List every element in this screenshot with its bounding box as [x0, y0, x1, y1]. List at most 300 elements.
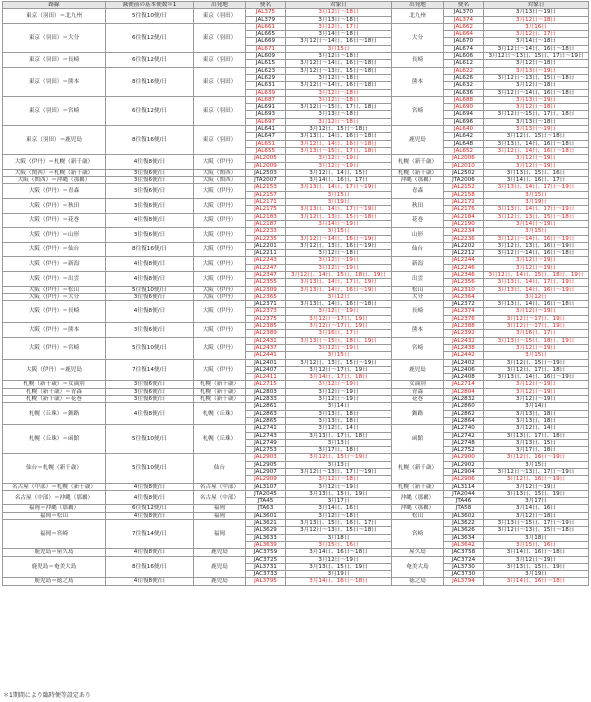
target-dates-cell: 3月15日、16日 [286, 541, 392, 548]
target-dates-cell: 3月12日～17日、19日 [286, 323, 392, 330]
target-dates-cell: 3月12日～19日 [484, 396, 589, 403]
origin-cell: 奄美大島 [392, 556, 444, 578]
flight-number-cell: JAL622 [444, 67, 484, 74]
origin-cell: 宮崎 [392, 520, 444, 549]
flight-number-cell: JAL2715 [246, 381, 286, 388]
target-dates-cell: 3月12日～19日 [484, 483, 589, 490]
origin-cell: 大阪（伊丹） [194, 359, 246, 381]
target-dates-cell: 3月12日～19日 [286, 257, 392, 264]
flight-number-cell: JAL3629 [246, 527, 286, 534]
origin-cell: 大阪（伊丹） [194, 286, 246, 293]
flight-number-cell: JAL370 [444, 9, 484, 16]
origin-cell: 熊本 [392, 67, 444, 96]
route-cell: 東京（羽田）＝大分 [3, 23, 106, 52]
flight-number-cell: JAL2010 [444, 162, 484, 169]
target-dates-cell: 3月12日～19日 [484, 257, 589, 264]
base-flights-cell: 4往復8便/日 [106, 271, 194, 286]
target-dates-cell: 3月14日～18日 [286, 31, 392, 38]
origin-cell: 宮崎 [392, 96, 444, 125]
base-flights-cell: 5往復10便/日 [106, 286, 194, 293]
flight-number-cell: JAL2211 [246, 250, 286, 257]
target-dates-cell: 3月12日～19日 [286, 155, 392, 162]
target-dates-cell: 3月14日、16日 [286, 505, 392, 512]
origin-cell: 札幌（新千歳） [194, 381, 246, 388]
base-flights-cell: 7往復14便/日 [106, 359, 194, 381]
route-cell: 鹿児島＝徳之島 [3, 578, 106, 585]
flight-number-cell: JAL2432 [444, 337, 484, 344]
target-dates-cell: 3月12日、15日～18日 [286, 126, 392, 133]
target-dates-cell: 3月18日 [484, 534, 589, 541]
base-flights-cell: 8往復16便/日 [106, 126, 194, 155]
flight-number-cell: JAL636 [444, 89, 484, 96]
target-dates-cell: 3月12日～14日、16日～18日 [286, 82, 392, 89]
target-dates-cell: 3月12日～14日、16日～19日 [286, 235, 392, 242]
origin-cell: 大阪（伊丹） [194, 271, 246, 286]
target-dates-cell: 3月12日～18日 [286, 89, 392, 96]
table-row [3, 556, 589, 563]
flight-number-cell: JAL2740 [444, 425, 484, 432]
flight-number-cell: JAL374 [444, 16, 484, 23]
flight-number-cell: JAL664 [444, 31, 484, 38]
target-dates-cell: 3月14日 [484, 403, 589, 410]
origin-cell: 大阪（伊丹） [194, 184, 246, 199]
base-flights-cell: 4往復8便/日 [106, 578, 194, 585]
table-row [3, 388, 589, 395]
flight-number-cell: JAL615 [246, 60, 286, 67]
origin-cell: 東京（羽田） [194, 126, 246, 155]
flight-number-cell: JAL2749 [246, 439, 286, 446]
target-dates-cell: 3月12日 [286, 293, 392, 300]
target-dates-cell: 3月12日、14日、15日、18日、19日 [286, 271, 392, 278]
table-row [3, 199, 589, 206]
origin-cell: 長崎 [392, 53, 444, 68]
flight-number-cell: JAL3622 [444, 520, 484, 527]
target-dates-cell: 3月12日～19日 [286, 396, 392, 403]
flight-number-cell: JAL2502 [444, 169, 484, 176]
flight-number-cell: JAC3733 [246, 571, 286, 578]
route-cell: 東京（羽田）＝熊本 [3, 67, 106, 96]
target-dates-cell: 3月13日、15日、16日、17日 [286, 520, 392, 527]
target-dates-cell: 3月12日、17日 [484, 31, 589, 38]
origin-cell: 東京（羽田） [194, 53, 246, 68]
route-cell: 名古屋（中部）＝札幌（新千歳） [3, 483, 106, 490]
target-dates-cell: 3月12日～18日 [484, 512, 589, 519]
base-flights-cell: 4往復8便/日 [106, 403, 194, 425]
flight-number-cell: JAL2364 [444, 293, 484, 300]
base-flights-cell: 6往復12便/日 [106, 96, 194, 125]
target-dates-cell: 3月13日～15日、18日、19日 [484, 337, 589, 344]
flight-number-cell: JAL2372 [444, 301, 484, 308]
origin-cell: 青森 [392, 184, 444, 199]
target-dates-cell: 3月12日～13日、15日～18日 [286, 527, 392, 534]
target-dates-cell: 3月12日～18日 [286, 96, 392, 103]
flight-number-cell: JAL3730 [444, 563, 484, 570]
target-dates-cell: 3月12日～14日、16日～18日 [484, 45, 589, 52]
header-origin-2: 出発地 [392, 2, 444, 9]
origin-cell: 仙台 [392, 242, 444, 257]
flight-number-cell: JAL2905 [246, 461, 286, 468]
flight-number-cell: JAL691 [246, 104, 286, 111]
flight-number-cell: JAL2375 [246, 315, 286, 322]
target-dates-cell: 3月12日～14日、16日～18日 [286, 60, 392, 67]
target-dates-cell: 3月15日 [484, 352, 589, 359]
base-flights-cell: 3往復6便/日 [106, 228, 194, 243]
origin-cell: 大阪（伊丹） [194, 228, 246, 243]
flight-number-cell: JAL3639 [246, 541, 286, 548]
origin-cell: 名古屋（中部） [194, 483, 246, 490]
flight-number-cell: JAL2153 [246, 184, 286, 191]
flight-number-cell: JAL3633 [246, 534, 286, 541]
origin-cell: 函館 [392, 425, 444, 454]
flight-number-cell: JAL2803 [246, 388, 286, 395]
flight-number-cell: JAL2212 [444, 250, 484, 257]
flight-number-cell: JAL2392 [444, 330, 484, 337]
header-route: 路線 [3, 2, 106, 9]
target-dates-cell: 3月12日 [484, 293, 589, 300]
route-cell: 大阪（伊丹）＝仙台 [3, 242, 106, 257]
target-dates-cell: 3月13日、14日、16日～18日 [286, 301, 392, 308]
origin-cell: 東京（羽田） [194, 23, 246, 52]
base-flights-cell: 4往復8便/日 [106, 490, 194, 505]
flight-number-cell: JAL2355 [246, 279, 286, 286]
target-dates-cell: 3月12日～18日 [484, 60, 589, 67]
target-dates-cell: 3月14日、16日～18日 [484, 549, 589, 556]
table-row [3, 403, 589, 410]
target-dates-cell: 3月12日、13日、15日～18日 [484, 213, 589, 220]
origin-cell: 鹿児島 [194, 549, 246, 556]
target-dates-cell: 3月12日、17日 [286, 23, 392, 30]
flight-number-cell: JAL2902 [444, 461, 484, 468]
base-flights-cell: 3往復6便/日 [106, 381, 194, 388]
header-dates-2: 対象日 [484, 2, 589, 9]
flight-number-cell: JAL2201 [246, 242, 286, 249]
origin-cell: 大阪（伊丹） [194, 199, 246, 214]
target-dates-cell: 3月17日 [286, 498, 392, 505]
table-row [3, 177, 589, 184]
target-dates-cell: 3月12日～13日、17日～19日 [286, 469, 392, 476]
flight-number-cell: JAL647 [246, 133, 286, 140]
target-dates-cell: 3月12日～18日 [484, 104, 589, 111]
flight-number-cell: JAL3601 [246, 512, 286, 519]
flight-number-cell: JAL629 [246, 74, 286, 81]
flight-number-cell: JAL2157 [246, 191, 286, 198]
target-dates-cell: 3月12日～19日 [484, 264, 589, 271]
target-dates-cell: 3月14日、16日 [484, 505, 589, 512]
target-dates-cell: 3月17日、18日 [286, 447, 392, 454]
target-dates-cell: 3月12日～14日、16日～18日 [286, 38, 392, 45]
flight-number-cell: JAL2832 [444, 396, 484, 403]
route-cell: 大阪（伊丹）＝札幌（新千歳） [3, 155, 106, 170]
flight-number-cell: JAL661 [246, 23, 286, 30]
route-cell: 大阪（伊丹）＝花巻 [3, 213, 106, 228]
flight-number-cell: JAL3794 [444, 578, 484, 585]
flight-number-cell: JAL690 [444, 104, 484, 111]
flight-number-cell: JAL2860 [444, 403, 484, 410]
flight-number-cell: JAL2190 [444, 220, 484, 227]
target-dates-cell: 3月12日、15日～18日 [484, 133, 589, 140]
target-dates-cell: 3月16日、17日 [286, 330, 392, 337]
flight-number-cell: JAL3731 [246, 563, 286, 570]
origin-cell: 大阪（伊丹） [194, 323, 246, 338]
flight-number-cell: JAL623 [246, 67, 286, 74]
flight-number-cell: JAL2376 [444, 315, 484, 322]
route-cell: 大阪（関西）＝沖縄（那覇） [3, 177, 106, 184]
target-dates-cell: 3月12日～19日 [286, 483, 392, 490]
flight-number-cell: JTA45 [246, 498, 286, 505]
flight-number-cell: JAL2865 [246, 417, 286, 424]
flight-number-cell: JAL632 [444, 82, 484, 89]
base-flights-cell: 4往復8便/日 [106, 549, 194, 556]
target-dates-cell: 3月17日、18日 [484, 447, 589, 454]
table-row [3, 359, 589, 366]
target-dates-cell: 3月13日、15日、19日 [286, 490, 392, 497]
flight-number-cell: JAL2347 [246, 271, 286, 278]
target-dates-cell: 3月13日、14日、17日、19日 [484, 279, 589, 286]
flight-number-cell: JAL2411 [246, 374, 286, 381]
flight-number-cell: JAL2437 [246, 344, 286, 351]
table-row [3, 337, 589, 344]
origin-cell: 沖縄（那覇） [392, 177, 444, 184]
target-dates-cell: 3月13日 [286, 461, 392, 468]
target-dates-cell: 3月15日 [286, 191, 392, 198]
flight-number-cell: JAL2234 [444, 228, 484, 235]
flight-number-cell: JAL2862 [444, 410, 484, 417]
flight-number-cell: JAL2752 [444, 447, 484, 454]
flight-number-cell: JAL3114 [444, 483, 484, 490]
target-dates-cell: 3月12日、14日 [484, 425, 589, 432]
flight-number-cell: JAC3758 [444, 549, 484, 556]
target-dates-cell: 3月13日～18日 [286, 111, 392, 118]
route-cell: 福岡＝沖縄（那覇） [3, 505, 106, 512]
footnote: ＊1期間により臨時便等設定あり [3, 692, 91, 699]
flight-number-cell: JAL2356 [444, 279, 484, 286]
flight-number-cell: JAL2863 [246, 410, 286, 417]
target-dates-cell: 3月13日～18日 [286, 16, 392, 23]
table-row [3, 381, 589, 388]
header-base-flights: 減便前の基本便数＊1 [106, 2, 194, 9]
route-cell: 鹿児島＝屋久島 [3, 549, 106, 556]
route-cell: 仙台＝札幌（新千歳） [3, 454, 106, 483]
origin-cell: 東京（羽田） [194, 67, 246, 96]
flight-number-cell: JAL2742 [444, 432, 484, 439]
flight-number-cell: JAC3759 [246, 549, 286, 556]
table-row [3, 512, 589, 519]
target-dates-cell: 3月12日～19日 [286, 388, 392, 395]
flight-number-cell: JAL670 [444, 38, 484, 45]
target-dates-cell: 3月12日、14日、16日～18日 [484, 147, 589, 154]
target-dates-cell: 3月13日、18日 [484, 410, 589, 417]
flight-number-cell: JAL642 [444, 133, 484, 140]
header-row [3, 2, 589, 9]
route-cell: 大阪（伊丹）＝長崎 [3, 301, 106, 323]
origin-cell: 大阪（伊丹） [194, 213, 246, 228]
target-dates-cell: 3月12日～18日 [484, 16, 589, 23]
target-dates-cell: 3月13日、17日、18日 [286, 432, 392, 439]
origin-cell: 札幌（新千歳） [392, 169, 444, 176]
origin-cell: 名古屋（中部） [194, 490, 246, 505]
table-row [3, 126, 589, 133]
target-dates-cell: 3月12日～13日、15日～18日 [484, 527, 589, 534]
target-dates-cell: 3月13日～19日 [484, 9, 589, 16]
route-cell: 札幌（新千歳）＝花巻 [3, 396, 106, 403]
base-flights-cell: 5往復10便/日 [106, 9, 194, 24]
target-dates-cell: 3月13日、14日、17日～19日 [484, 184, 589, 191]
base-flights-cell: 3往復6便/日 [106, 396, 194, 403]
origin-cell: 松山 [392, 286, 444, 293]
flight-number-cell: JAL2183 [246, 213, 286, 220]
origin-cell: 釧路 [392, 403, 444, 425]
origin-cell: 大阪（伊丹） [194, 155, 246, 170]
target-dates-cell: 3月12日、15日～19日 [484, 359, 589, 366]
target-dates-cell: 3月12日、16日～19日 [484, 476, 589, 483]
target-dates-cell: 3月12日～15日、17日、18日 [484, 111, 589, 118]
origin-cell: 大阪（伊丹） [194, 257, 246, 272]
route-cell: 福岡＝宮崎 [3, 520, 106, 549]
flight-number-cell: JAL2184 [444, 213, 484, 220]
flight-number-cell: JAL3602 [444, 512, 484, 519]
origin-cell: 仙台 [194, 454, 246, 483]
target-dates-cell: 3月15日 [286, 352, 392, 359]
route-cell: 大阪（関西）＝札幌（新千歳） [3, 169, 106, 176]
route-cell: 大阪（伊丹）＝大分 [3, 293, 106, 300]
origin-cell: 札幌（新千歳） [194, 388, 246, 395]
flight-number-cell: JTA63 [246, 505, 286, 512]
target-dates-cell: 3月13日、14日、16日～18日 [286, 133, 392, 140]
target-dates-cell: 3月12日～18日 [286, 512, 392, 519]
target-dates-cell: 3月14日、16日～18日 [484, 578, 589, 585]
origin-cell: 福岡 [194, 505, 246, 512]
route-cell: 東京（羽田）＝鹿児島 [3, 126, 106, 155]
base-flights-cell: 3往復6便/日 [106, 199, 194, 214]
flight-number-cell: JAL375 [246, 9, 286, 16]
table-row [3, 257, 589, 264]
target-dates-cell: 3月12日～19日 [286, 556, 392, 563]
route-cell: 大阪（伊丹）＝松山 [3, 286, 106, 293]
target-dates-cell: 3月12日～14日、16日～18日 [484, 89, 589, 96]
flight-number-cell: JAL379 [246, 16, 286, 23]
target-dates-cell: 3月13日、17日、18日 [484, 432, 589, 439]
target-dates-cell: 3月13日～15日、17日～19日 [484, 520, 589, 527]
target-dates-cell: 3月13日、15日、19日 [484, 490, 589, 497]
target-dates-cell: 3月15日 [484, 191, 589, 198]
flight-number-cell: JAL2401 [246, 359, 286, 366]
target-dates-cell: 3月13日～15日、17日、18日 [286, 147, 392, 154]
target-dates-cell: 3月15日 [286, 228, 392, 235]
flight-number-cell: JAC3724 [444, 556, 484, 563]
flight-number-cell: JAL2243 [246, 257, 286, 264]
target-dates-cell: 3月13日、14日、16日～19日 [286, 286, 392, 293]
target-dates-cell: 3月13日、15日、19日 [484, 563, 589, 570]
target-dates-cell: 3月13日、14日、16日～19日 [484, 374, 589, 381]
flight-number-cell: JTA2006 [444, 177, 484, 184]
target-dates-cell: 3月15日 [286, 45, 392, 52]
flight-number-cell: JAL2346 [444, 271, 484, 278]
table-row [3, 213, 589, 220]
flight-number-cell: JAL2441 [246, 352, 286, 359]
flight-number-cell: JAL2406 [444, 366, 484, 373]
route-cell: 大阪（伊丹）＝秋田 [3, 199, 106, 214]
base-flights-cell: 3往復6便/日 [106, 323, 194, 338]
flight-number-cell: JAL2310 [444, 286, 484, 293]
flight-number-cell: JAL2309 [246, 286, 286, 293]
flight-number-cell: JAL2371 [246, 301, 286, 308]
table-row [3, 155, 589, 162]
base-flights-cell: 7往復14便/日 [106, 520, 194, 549]
flight-number-cell: JAL688 [444, 96, 484, 103]
flight-number-cell: JAL2389 [246, 330, 286, 337]
target-dates-cell: 3月13日～18日 [484, 118, 589, 125]
target-dates-cell: 3月12日～19日 [484, 381, 589, 388]
flight-number-cell: JAL2388 [444, 323, 484, 330]
flight-number-cell: JAL697 [246, 118, 286, 125]
flight-number-cell: JAL651 [246, 140, 286, 147]
target-dates-cell: 3月14日、16日～18日 [286, 578, 392, 585]
target-dates-cell: 3月12日～19日 [286, 264, 392, 271]
flight-number-cell: JAL2904 [444, 469, 484, 476]
target-dates-cell: 3月12日～18日 [484, 82, 589, 89]
origin-cell: 秋田 [392, 199, 444, 214]
base-flights-cell: 4往復8便/日 [106, 512, 194, 519]
target-dates-cell: 3月14日、16日、17日 [286, 177, 392, 184]
flight-number-cell: JAL2833 [246, 396, 286, 403]
target-dates-cell: 3月12日～14日、16日～19日 [484, 235, 589, 242]
flight-number-cell: JAL3634 [444, 534, 484, 541]
route-cell: 大阪（伊丹）＝鹿児島 [3, 359, 106, 381]
table-row [3, 53, 589, 60]
flight-number-cell: JAL2246 [444, 264, 484, 271]
target-dates-cell: 3月13日、14日、16日～19日 [484, 286, 589, 293]
target-dates-cell: 3月12日～18日 [286, 118, 392, 125]
flight-number-cell: JAL693 [246, 111, 286, 118]
target-dates-cell: 3月13日、15日、16日 [484, 169, 589, 176]
route-cell: 大阪（伊丹）＝青森 [3, 184, 106, 199]
origin-cell: 福岡 [194, 520, 246, 549]
flight-number-cell: JAL669 [246, 38, 286, 45]
target-dates-cell: 3月12日～13日、15日～18日 [484, 74, 589, 81]
target-dates-cell: 3月13日、14日、17日～19日 [286, 184, 392, 191]
target-dates-cell: 3月14日、17日、18日 [286, 374, 392, 381]
origin-cell: 宮崎 [392, 337, 444, 359]
flight-number-cell: JAL2152 [444, 184, 484, 191]
origin-cell: 福岡 [194, 512, 246, 519]
target-dates-cell: 3月12日～19日 [484, 162, 589, 169]
origin-cell: 北九州 [392, 9, 444, 24]
table-row [3, 96, 589, 103]
origin-cell: 大阪（関西） [194, 169, 246, 176]
origin-cell: 大阪（伊丹） [194, 301, 246, 323]
flight-number-cell: JAL2006 [444, 155, 484, 162]
flight-number-cell: JAL3621 [246, 520, 286, 527]
target-dates-cell: 3月19日 [286, 571, 392, 578]
flight-number-cell: JAL2247 [246, 264, 286, 271]
base-flights-cell: 3往復6便/日 [106, 293, 194, 300]
flight-number-cell: JAL631 [246, 82, 286, 89]
base-flights-cell: 6往復12便/日 [106, 23, 194, 52]
target-dates-cell: 3月12日、14日、15日、18日、19日 [484, 271, 589, 278]
target-dates-cell: 3月13日～19日 [484, 126, 589, 133]
target-dates-cell: 3月13日、14日、17日、19日 [286, 279, 392, 286]
flight-number-cell: JAC3725 [246, 556, 286, 563]
flight-number-cell: JAL639 [246, 89, 286, 96]
target-dates-cell: 3月12日～18日 [286, 9, 392, 16]
target-dates-cell: 3月12日、13日、16日～19日 [484, 242, 589, 249]
target-dates-cell: 3月19日 [484, 199, 589, 206]
flight-number-cell: JAL2714 [444, 381, 484, 388]
flight-number-cell: JAL612 [444, 60, 484, 67]
target-dates-cell: 3月12日～19日 [484, 388, 589, 395]
route-cell: 札幌（丘珠）＝釧路 [3, 403, 106, 425]
table-row [3, 23, 589, 30]
